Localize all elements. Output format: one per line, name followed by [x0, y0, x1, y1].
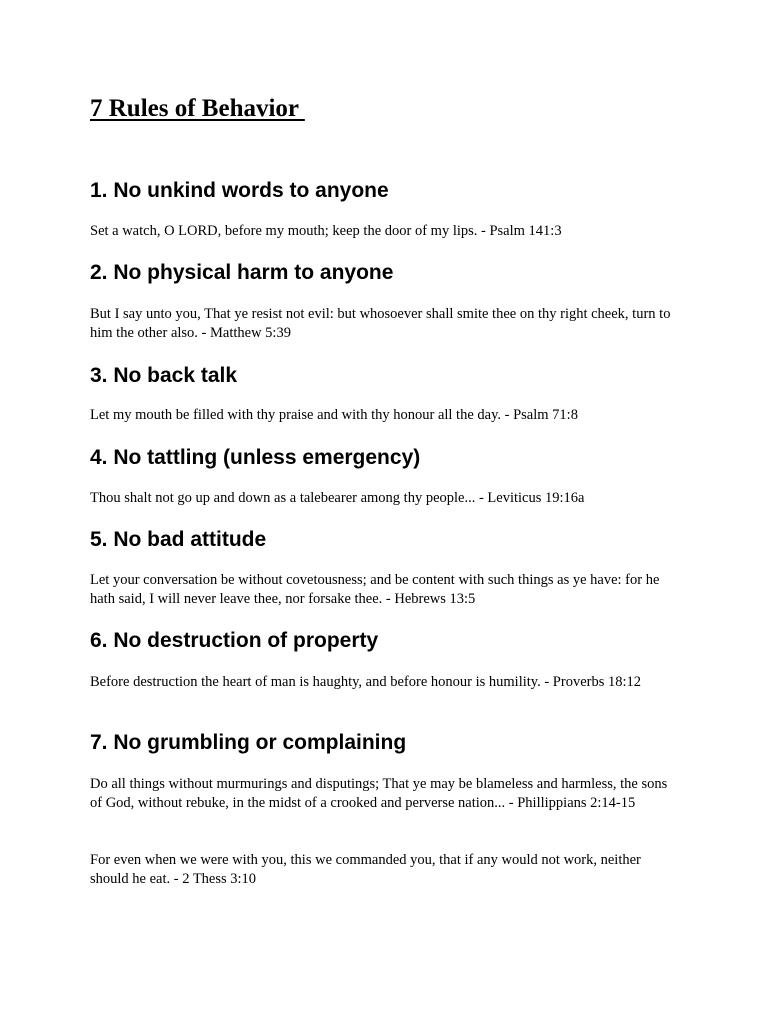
rule-4-heading: 4. No tattling (unless emergency)	[90, 446, 421, 469]
rule-2-verse: But I say unto you, That ye resist not evil: but whosoever shall smite thee on thy right cheek, turn to him the other also. - Matthew 5:39	[90, 306, 671, 341]
rule-3-heading: 3. No back talk	[90, 364, 238, 387]
rule-5-heading: 5. No bad attitude	[90, 528, 267, 551]
rule-4-verse: Thou shalt not go up and down as a talebearer among thy people... - Leviticus 19:16a	[90, 490, 585, 506]
rule-6-verse: Before destruction the heart of man is haughty, and before honour is humility. - Proverbs 18:12	[90, 674, 642, 690]
rule-5-verse: Let your conversation be without covetousness; and be content with such things as ye have: for he hath said, I will never leave thee, nor forsake thee. - Hebrews 13:5	[90, 572, 660, 607]
rule-6-heading: 6. No destruction of property	[90, 629, 379, 652]
rule-2-heading: 2. No physical harm to anyone	[90, 261, 394, 284]
rule-1-heading: 1. No unkind words to anyone	[90, 179, 389, 202]
rule-7-extra-verse: For even when we were with you, this we commanded you, that if any would not work, neither should he eat. - 2 Thess 3:10	[90, 852, 641, 887]
rule-7-heading: 7. No grumbling or complaining	[90, 731, 407, 754]
rule-7-verse: Do all things without murmurings and disputings; That ye may be blameless and harmless, the sons of God, without rebuke, in the midst of a crooked and perverse nation... - Phillippians 2:14-15	[90, 776, 668, 811]
rule-3-verse: Let my mouth be filled with thy praise and with thy honour all the day. - Psalm 71:8	[90, 407, 578, 423]
rule-1-verse: Set a watch, O LORD, before my mouth; keep the door of my lips. - Psalm 141:3	[90, 223, 562, 239]
document-title: 7 Rules of Behavior	[90, 95, 305, 122]
